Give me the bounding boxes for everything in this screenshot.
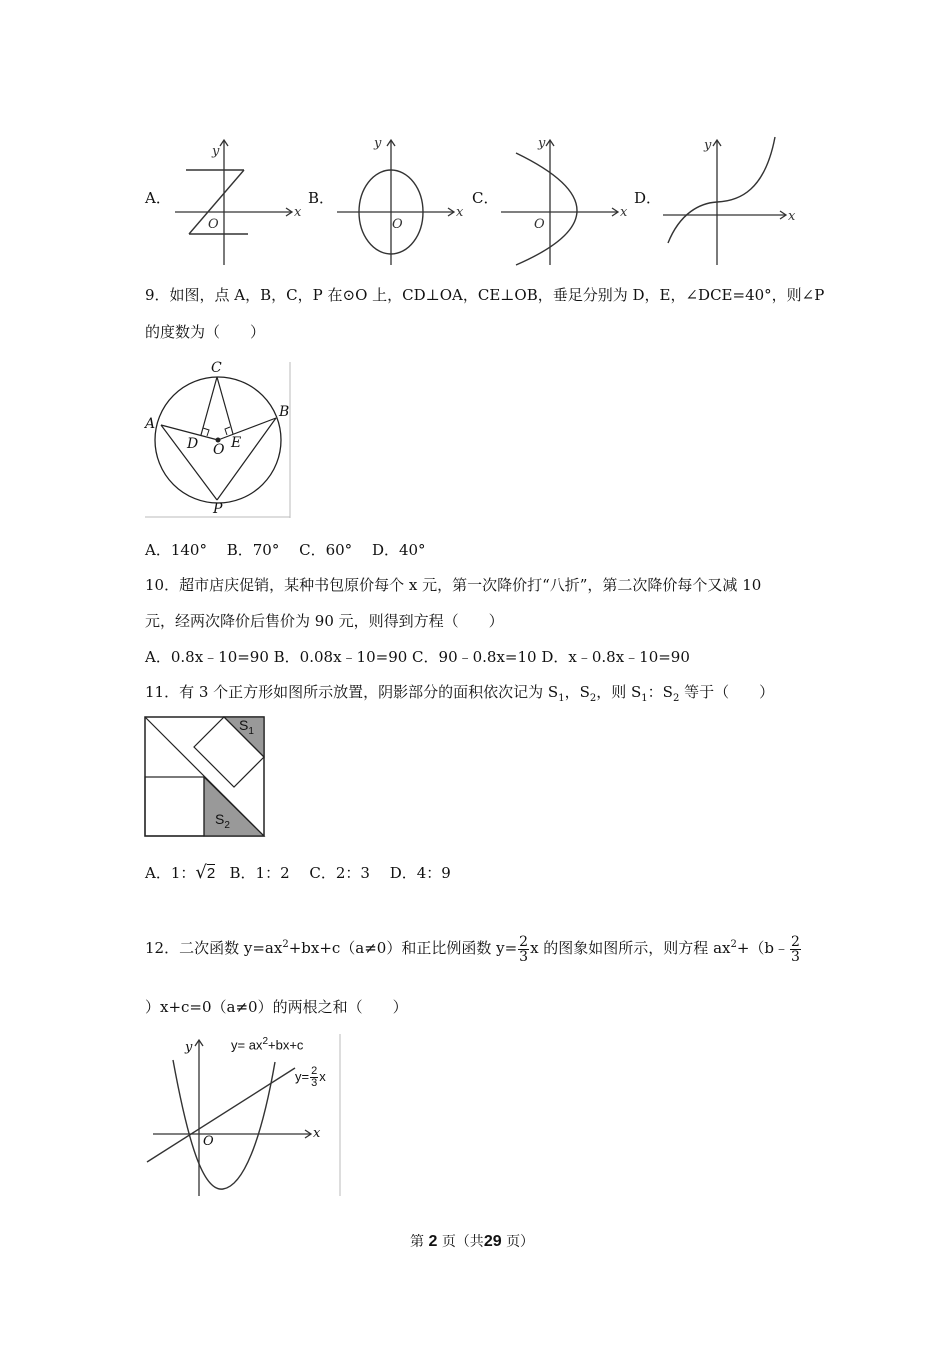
page-footer: 第 2 页（共29 页） — [410, 1233, 535, 1250]
q9-label-c: C — [211, 360, 222, 376]
q12-text-line1: 12．二次函数 $y=ax^2+bx+c(a\ne 0)$和正比例函数 y= $\frac{2}{3}$ x 的图象如图所示，则方程 $ax^2+(b﹣$ $\frac{2}{3}$ — [145, 933, 800, 965]
option-b-label: B． — [308, 189, 335, 207]
fraction-two-thirds-2: $\frac{2}{3}$ — [791, 933, 800, 965]
svg-text:y: y — [538, 136, 546, 151]
q11-label-s2: $S_2$ — [215, 811, 230, 831]
q10-text-line1: 10．超市店庆促销，某种书包原价每个 x 元，第一次降价打“八折”，第二次降价每个又减 10 — [145, 576, 762, 594]
q12-axis-x: x — [313, 1126, 321, 1141]
q9-text-line1: 9．如图，点 A，B，C，P 在⊙O 上，CD⊥OA，CE⊥OB，垂足分别为 D，E，∠DCE=40°，则∠P — [145, 286, 825, 304]
option-a-label: A． — [145, 189, 171, 207]
svg-text:O: O — [534, 217, 545, 232]
q9-label-a: A — [145, 416, 156, 432]
q12-origin: O — [203, 1134, 214, 1149]
svg-text:y: y — [704, 138, 712, 153]
q9-answers: A．140° B．70° C．60° D．40° — [145, 541, 426, 559]
q12-line-label: y= $\frac{2}{3}$ x — [295, 1065, 326, 1089]
svg-text:x: x — [620, 205, 628, 220]
sqrt-symbol: √ — [195, 862, 207, 883]
q9-label-d: D — [187, 436, 199, 452]
fraction-two-thirds: $\frac{2}{3}$ — [519, 933, 529, 965]
graph-option-c — [498, 135, 630, 267]
svg-text:O: O — [208, 217, 219, 232]
q12-axis-y: y — [185, 1040, 193, 1055]
graph-option-d — [660, 135, 800, 267]
q10-answers: A．0.8x﹣10=90 B．0.08x﹣10=90 C．90﹣0.8x=10 D．x﹣0.8x﹣10=90 — [145, 648, 690, 666]
svg-text:y: y — [212, 144, 220, 159]
graph-option-a — [172, 135, 304, 267]
q9-circle-figure — [143, 360, 293, 520]
q10-text-line2: 元，经两次降价后售价为 90 元，则得到方程（ ） — [145, 612, 504, 630]
q9-label-p: P — [213, 501, 223, 517]
option-d-label: D． — [634, 189, 662, 207]
option-c-label: C． — [472, 189, 499, 207]
svg-text:y: y — [374, 136, 382, 151]
q12-graph-figure — [143, 1032, 343, 1198]
q11-squares-figure — [143, 715, 267, 839]
q9-label-e: E — [231, 435, 242, 451]
svg-text:x: x — [788, 209, 796, 224]
q9-text-line2: 的度数为（ ） — [145, 323, 266, 341]
q11-text-line1: 11．有 3 个正方形如图所示放置，阴影部分的面积依次记为 $S_1$，$S_2$，则 $S_1$：$S_2$ 等于（ ） — [145, 683, 775, 704]
q11-label-s1: $S_1$ — [239, 717, 254, 737]
q12-parabola-label: $y= ax^2+bx+c$ — [231, 1036, 304, 1053]
svg-text:x: x — [294, 205, 302, 220]
q9-label-b: B — [279, 404, 290, 420]
q11-answers: A．1：√2 B．1：2 C．2：3 D．4：9 — [145, 862, 451, 883]
q12-text-line2: ）x+c=0（a≠0）的两根之和（ ） — [145, 998, 408, 1016]
svg-text:O: O — [392, 217, 403, 232]
graph-option-b — [334, 135, 466, 267]
q9-label-o: O — [213, 442, 225, 458]
svg-text:x: x — [456, 205, 464, 220]
